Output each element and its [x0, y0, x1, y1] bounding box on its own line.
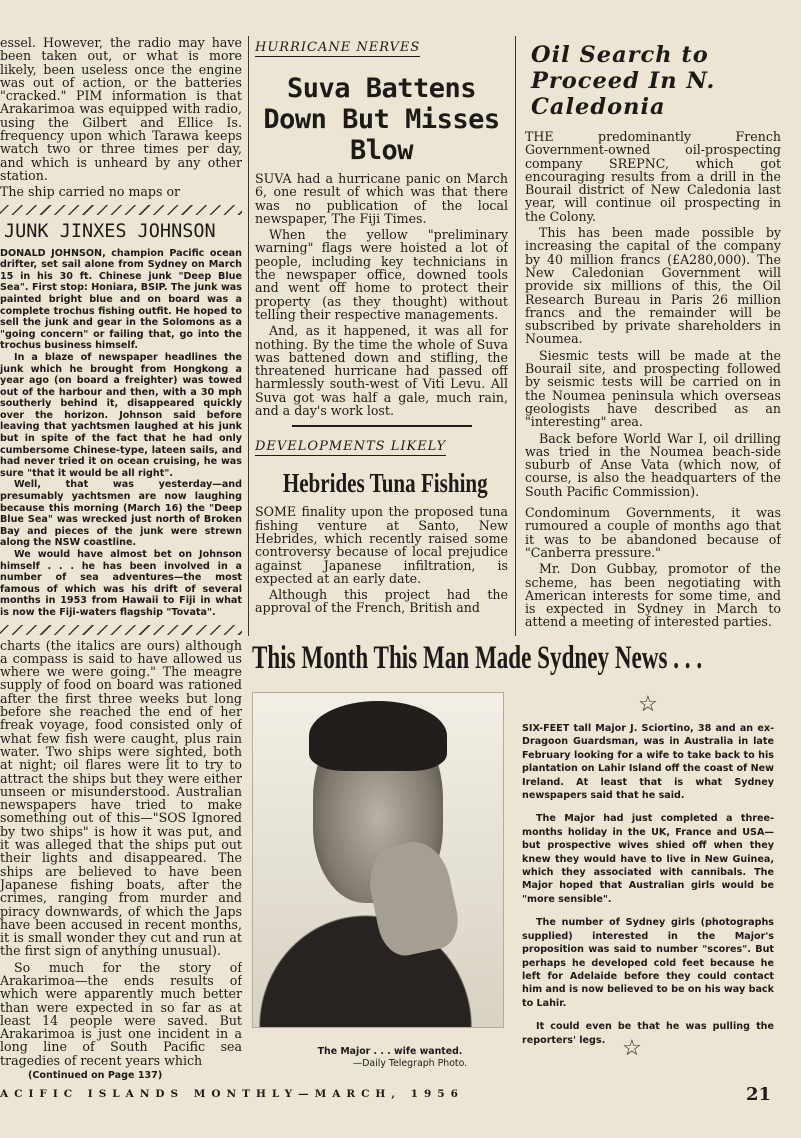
junk-paragraph: In a blaze of newspaper headlines the junk which he brought from Hongkong a year ago (on board a freighter) was towed out of the harbour and then, with a 30 mph southerly behind it, disappeared quickly over the horizon. Johnson said before leaving that yachtsmen laughed at his junk but in spite of the fact that he had only cumbersome Chinese-type, lateen sails, and had never tried it on ocean cruising, he was sure "that it would be all right". — [0, 351, 242, 479]
article-paragraph: essel. However, the radio may have been taken out, or what is more likely, been useless once the engine was out of action, or the batteries "cracked." PIM information is that Arakarimoa was equipped with radio, using the Gilbert and Ellice Is. frequency upon which Tarawa keeps watch two or three times per day, and which is unheard by any other station. — [0, 36, 242, 183]
article-paragraph: Siesmic tests will be made at the Bourail site, and prospecting followed by seismic tests will be carried on in the Noumea peninsula which overseas geologists have described as an "interesting" area. — [525, 347, 781, 430]
article-paragraph: THE predominantly French Government-owned oil-prospecting company SREPNC, which got encouraging results from a drill in the Bourail district of New Caledonia last year, will continue oil prospecting in the Colony. — [525, 129, 781, 224]
article-paragraph: SOME finality upon the proposed tuna fishing venture at Santo, New Hebrides, which recently raised some controversy because of local prejudice against Japanese infiltration, is expected at an early date. — [255, 504, 508, 586]
wavy-rule — [0, 625, 242, 635]
star-icon: ☆ — [622, 1036, 642, 1061]
section-kicker: HURRICANE NERVES — [255, 40, 421, 55]
star-icon: ☆ — [638, 692, 658, 717]
photo-hair — [309, 701, 447, 771]
continued-note: (Continued on Page 137) — [28, 1070, 163, 1081]
caption-credit: —Daily Telegraph Photo. — [352, 1058, 468, 1069]
junk-paragraph: We would have almost bet on Johnson himself . . . he has been involved in a number of sea adventures—the most famous of which was his drift of several months in 1953 from Hawaii to Fiji in what is now the Fiji-waters flagship "Tovata". — [0, 549, 242, 618]
page-footer — [0, 1086, 801, 1108]
page-number: 21 — [746, 1084, 772, 1105]
article-paragraph: This has been made possible by increasing the capital of the company by 40 million francs (£A280,000). The New Caledonian Government will provide six millions of this, the Oil Research Bureau in Paris 26 million francs and the remainder will be subscribed by private shareholders in Noumea. — [525, 225, 781, 347]
section-kicker: DEVELOPMENTS LIKELY — [255, 439, 447, 455]
caption-line: The Major . . . wife wanted. — [317, 1046, 463, 1057]
feature-paragraph: The number of Sydney girls (photographs supplied) interested in the Major's proposition was said to number "scores". But perhaps he developed cold feet because he left for Adelaide before they could contact him and is now believed to be on his way back to Lahir. — [522, 917, 774, 1009]
article-paragraph: SUVA had a hurricane panic on March 6, one result of which was that there was no publication of the local newspaper, The Fiji Times. — [255, 171, 508, 226]
oil-headline: Oil Search to Proceed In N. Caledonia — [531, 42, 716, 120]
section-rule — [292, 425, 472, 427]
column-divider — [248, 36, 249, 636]
hebrides-headline: Hebrides Tuna Fishing — [282, 468, 488, 499]
major-photo — [252, 692, 504, 1028]
junk-paragraph: Well, that was yesterday—and presumably yachtsmen are now laughing because this morning (March 16) the "Deep Blue Sea" was wrecked just north of Broken Bay and pieces of the junk were strewn along the NSW coastline. — [0, 479, 242, 549]
suva-headline: Suva Battens Down But Misses Blow — [263, 73, 500, 166]
article-paragraph: Mr. Don Gubbay, promotor of the scheme, has been negotiating with American interests for some time, and is expected in Sydney in March to attend a meeting of interested parties. — [525, 561, 781, 630]
left-column — [0, 36, 242, 1081]
article-paragraph: When the yellow "preliminary warning" flags were hoisted a lot of people, including key technicians in the newspaper office, downed tools and went off home to protect their property (as they thought) without telling their respective managements. — [255, 227, 508, 322]
feature-title: This Month This Man Made Sydney News . . . — [252, 640, 703, 676]
photo-caption — [270, 1046, 510, 1070]
feature-paragraph: The Major had just completed a three-months holiday in the UK, France and USA—but prospective wives shied off when they knew they would have to live in New Guinea, which they associated with cannibals. The Major hoped that Australian girls would be "more sensible". — [522, 813, 774, 905]
junk-headline: JUNK JINXES JOHNSON — [4, 220, 216, 242]
footer-folio: ACIFIC ISLANDS MONTHLY—MARCH, 1956 — [0, 1088, 464, 1100]
article-paragraph: The ship carried no maps or — [0, 184, 181, 200]
wavy-rule — [0, 205, 242, 215]
article-paragraph: Back before World War I, oil drilling was tried in the Noumea beach-side suburb of Anse Vata (which now, of course, is also the headquarters of the South Pacific Commission). — [525, 430, 781, 499]
article-paragraph: charts (the italics are ours) although a compass is said to have allowed us where we were going." The meagre supply of food on board was rationed after the first three weeks but long before she reached the end of her freak voyage, food consisted only of what few fish were caught, plus rain water. Two ships were sighted, both at night; oil flares were lit to try to attract the ships but they were either unseen or misunderstood. Australian newspapers have tried to make something out of this—"SOS Ignored by two ships" is how it was put, and it was alleged that the ships put out their lights and disappeared. The ships are believed to have been Japanese fishing boats, after the crimes, ranging from murder and piracy downwards, of which the Japs have been accused in recent months, it is small wonder they cut and run at the first sign of anything unusual). — [0, 637, 242, 959]
article-paragraph: Although this project had the approval of the French, British and — [255, 587, 508, 616]
middle-column — [255, 36, 508, 636]
article-paragraph: Condominum Governments, it was rumoured a couple of months ago that it was to be abandoned because of "Canberra pressure." — [525, 505, 781, 560]
column-divider — [515, 36, 516, 636]
feature-paragraph: It could even be that he was pulling the reporters' legs. — [522, 1021, 774, 1046]
junk-paragraph: DONALD JOHNSON, champion Pacific ocean drifter, set sail alone from Sydney on March 15 in his 30 ft. Chinese junk "Deep Blue Sea". First stop: Honiara, BSIP. The junk was painted bright blue and on board was a complete trochus fishing outfit. He hoped to sell the junk and gear in the Solomons as a "going concern" or failing that, go into the trochus business himself. — [0, 247, 242, 352]
article-paragraph: So much for the story of Arakarimoa—the ends results of which were apparently much better than were expected in so far as at least 14 people were saved. But Arakarimoa is just one incident in a long line of South Pacific sea tragedies of recent years which — [0, 959, 242, 1068]
right-column — [525, 42, 781, 642]
feature-paragraph: SIX-FEET tall Major J. Sciortino, 38 and an ex-Dragoon Guardsman, was in Australia in late February looking for a wife to take back to his plantation on Lahir Island off the coast of New Ireland. At least that is what Sydney newspapers said that he said. — [522, 723, 774, 802]
article-paragraph: And, as it happened, it was all for nothing. By the time the whole of Suva was battened down and stifling, the threatened hurricane had passed off harmlessly south-west of Viti Levu. All Suva got was half a gale, much rain, and a day's work lost. — [255, 323, 508, 419]
feature-story — [522, 722, 774, 1057]
